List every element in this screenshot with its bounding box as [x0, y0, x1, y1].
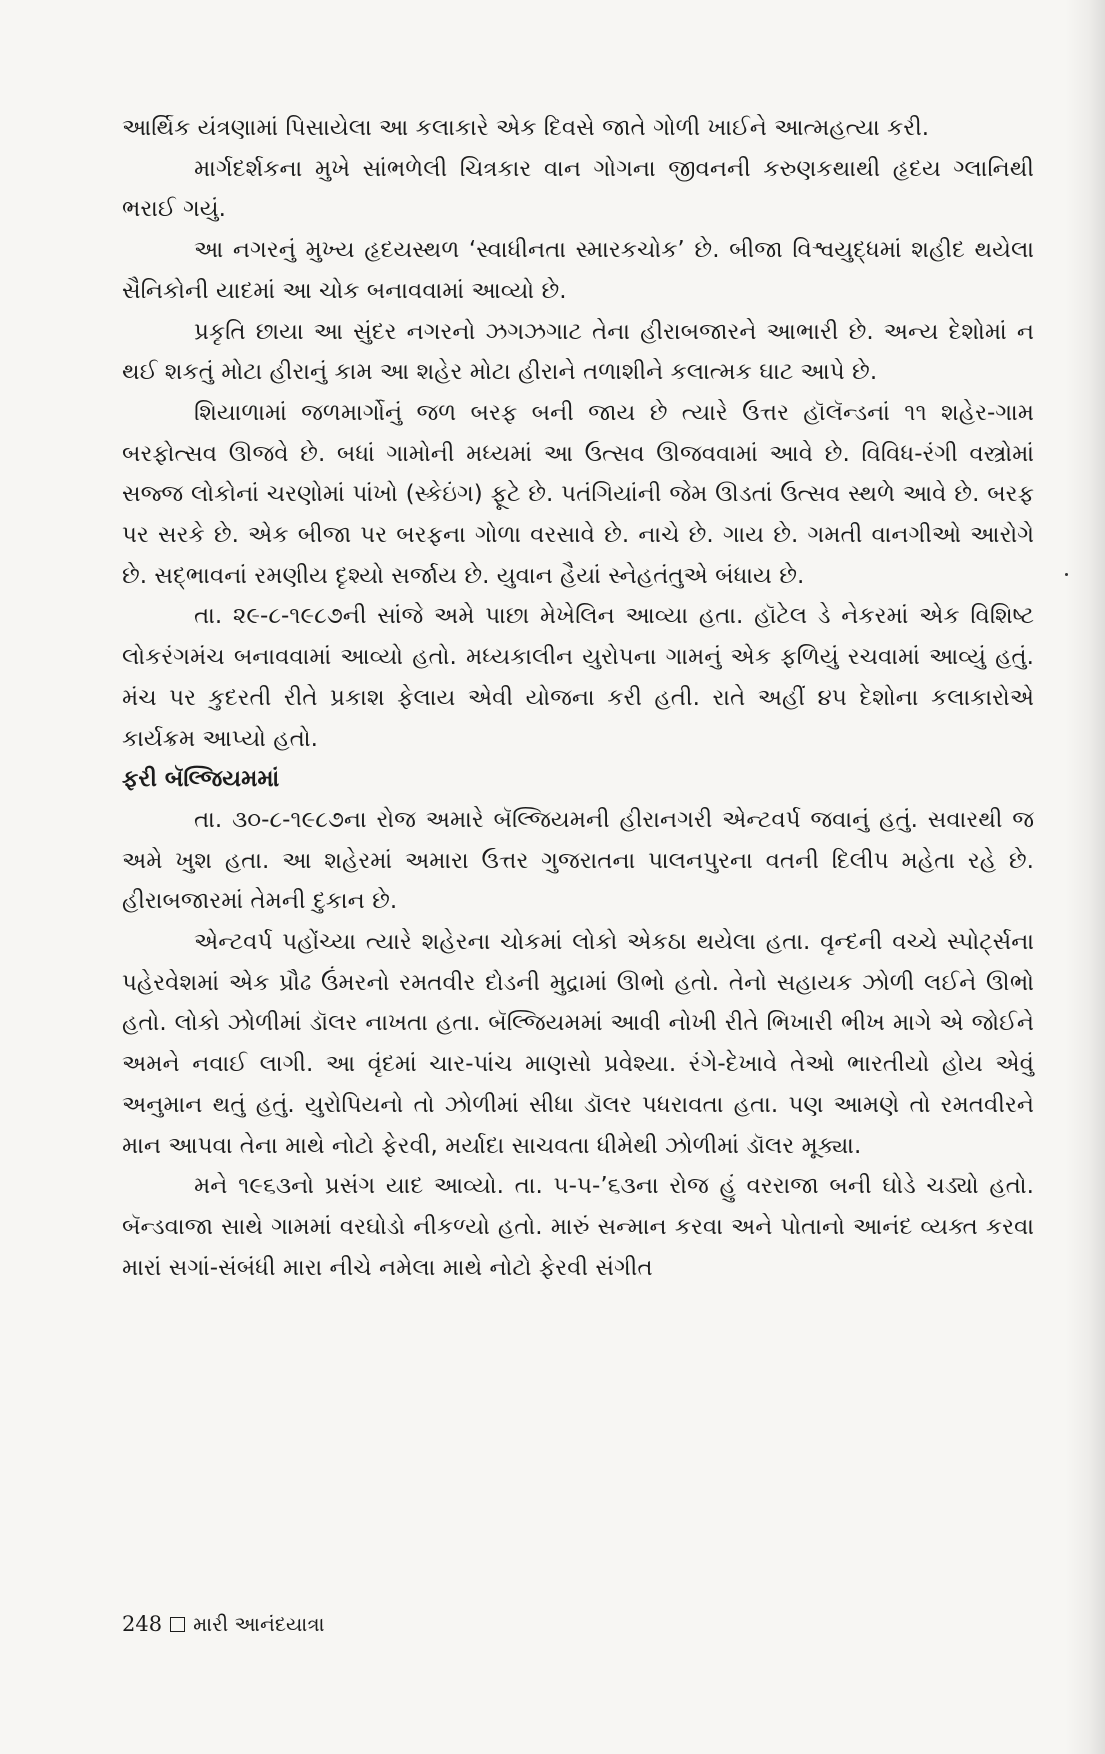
paragraph: માર્ગદર્શકના મુખે સાંભળેલી ચિત્રકાર વાન ગોગના જીવનની કરુણકથાથી હૃદય ગ્લાનિથી ભરાઈ ગયું.: [122, 155, 1034, 223]
page-number: 248: [122, 1612, 163, 1636]
page-footer: [122, 1612, 325, 1636]
paragraph: એન્ટવર્પ પહોંચ્યા ત્યારે શહેરના ચોકમાં લોકો એકઠા થયેલા હતા. વૃન્દની વચ્ચે સ્પોર્ટ્સના પહેરવેશમાં એક પ્રૌઢ ઉંમરનો રમતવીર દોડની મુદ્રામાં ઊભો હતો. તેનો સહાયક ઝોળી લઈને ઊભો હતો. લોકો ઝોળીમાં ડૉલર નાખતા હતા. બૅલ્જિયમમાં આવી નોખી રીતે ભિખારી ભીખ માગે એ જોઈને અમને નવાઈ લાગી. આ વૃંદમાં ચાર-પાંચ માણસો પ્રવેશ્યા. રંગે-દેખાવે તેઓ ભારતીયો હોય એવું અનુમાન થતું હતું. યુરોપિયનો તો ઝોળીમાં સીધા ડૉલર પધરાવતા હતા. પણ આમણે તો રમતવીરને માન આપવા તેના માથે નોટો ફેરવી, મર્યાદા સાચવતા ધીમેથી ઝોળીમાં ડૉલર મૂક્યા.: [122, 929, 1034, 1159]
paragraph: પ્રકૃતિ છાયા આ સુંદર નગરનો ઝગઝગાટ તેના હીરાબજારને આભારી છે. અન્ય દેશોમાં ન થઈ શકતું મોટા હીરાનું કામ આ શહેર મોટા હીરાને તળાશીને કલાત્મક ઘાટ આપે છે.: [122, 318, 1034, 386]
book-title: મારી આનંદયાત્રા: [193, 1612, 325, 1636]
paragraph: મને ૧૯૬૩નો પ્રસંગ યાદ આવ્યો. તા. ૫-૫-’૬૩ના રોજ હું વરરાજા બની ઘોડે ચડ્યો હતો. બૅન્ડવાજા સાથે ગામમાં વરઘોડો નીકળ્યો હતો. મારું સન્માન કરવા અને પોતાનો આનંદ વ્યક્ત કરવા મારાં સગાં-સંબંધી મારા નીચે નમેલા માથે નોટો ફેરવી સંગીત: [122, 1173, 1034, 1281]
body-text: [122, 108, 1034, 1288]
paragraph: શિયાળામાં જળમાર્ગોનું જળ બરફ બની જાય છે ત્યારે ઉત્તર હૉલૅન્ડનાં ૧૧ શહેર-ગામ બરફોત્સવ ઊજવે છે. બધાં ગામોની મધ્યમાં આ ઉત્સવ ઊજવવામાં આવે છે. વિવિધ-રંગી વસ્ત્રોમાં સજ્જ લોકોનાં ચરણોમાં પાંખો (સ્કેઇંગ) ફૂટે છે. પતંગિયાંની જેમ ઊડતાં ઉત્સવ સ્થળે આવે છે. બરફ પર સરકે છે. એક બીજા પર બરફના ગોળા વરસાવે છે. નાચે છે. ગાય છે. ગમતી વાનગીઓ આરોગે છે. સદ્‌ભાવનાં રમણીય દૃશ્યો સર્જાય છે. યુવાન હૈયાં સ્નેહતંતુએ બંધાય છે.: [122, 399, 1034, 589]
paragraph: તા. ૩૦-૮-૧૯૮૭ના રોજ અમારે બૅલ્જિયમની હીરાનગરી એન્ટવર્પ જવાનું હતું. સવારથી જ અમે ખુશ હતા. આ શહેરમાં અમારા ઉત્તર ગુજરાતના પાલનપુરના વતની દિલીપ મહેતા રહે છે. હીરાબજારમાં તેમની દુકાન છે.: [122, 806, 1034, 915]
paragraph: તા. ૨૯-૮-૧૯૮૭ની સાંજે અમે પાછા મેખેલિન આવ્યા હતા. હૉટેલ ડે નેકરમાં એક વિશિષ્ટ લોકરંગમંચ બનાવવામાં આવ્યો હતો. મધ્યકાલીન યુરોપના ગામનું એક ફળિયું રચવામાં આવ્યું હતું. મંચ પર કુદરતી રીતે પ્રકાશ ફેલાય એવી યોજના કરી હતી. રાતે અહીં ૪૫ દેશોના કલાકારોએ કાર્યક્રમ આપ્યો હતો.: [122, 603, 1034, 752]
page-edge-shadow: [1065, 0, 1105, 1754]
paragraph: આ નગરનું મુખ્ય હૃદયસ્થળ ‘સ્વાધીનતા સ્મારકચોક’ છે. બીજા વિશ્વયુદ્ધમાં શહીદ થયેલા સૈનિકોની યાદમાં આ ચોક બનાવવામાં આવ્યો છે.: [122, 237, 1034, 304]
square-separator-icon: [170, 1617, 185, 1632]
paragraph: આર્થિક યંત્રણામાં પિસાયેલા આ કલાકારે એક દિવસે જાતે ગોળી ખાઈને આત્મહત્યા કરી.: [122, 115, 930, 141]
scan-speck: [1065, 573, 1068, 576]
section-heading: ફરી બૅલ્જિયમમાં: [122, 766, 280, 793]
